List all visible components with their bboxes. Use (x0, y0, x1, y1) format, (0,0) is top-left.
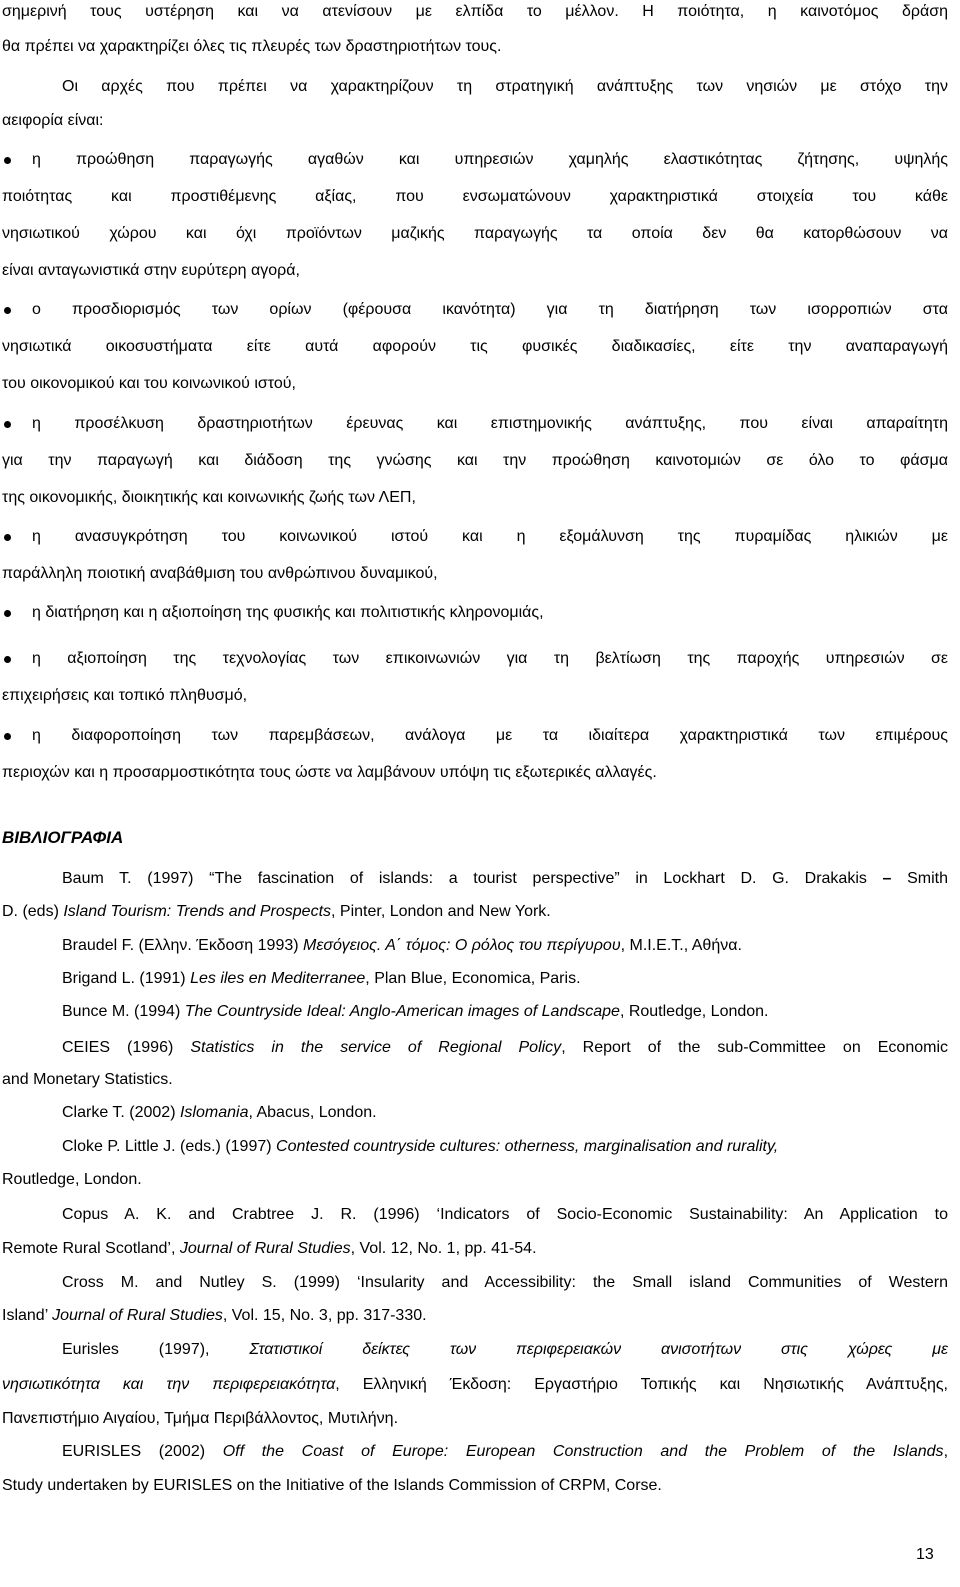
reference-line: Baum T. (1997) “The fascination of islands: a tourist perspective” in Lockhart D. G. Drakakis – Smith (62, 870, 948, 887)
bullet-line: νησιωτικά οικοσυστήματα είτε αυτά αφορούν τις φυσικές διαδικασίες, είτε την αναπαραγωγή (2, 338, 948, 355)
reference-line: Copus A. K. and Crabtree J. R. (1996) ‘Indicators of Socio-Economic Sustainability: An Application to (62, 1206, 948, 1223)
reference-line: Eurisles (1997), Στατιστικοί δείκτες των περιφερειακών ανισοτήτων στις χώρες με (62, 1341, 948, 1358)
reference-line: Braudel F. (Ελλην. Έκδοση 1993) Μεσόγειος. Α΄ τόμος: Ο ρόλος του περίγυρου, Μ.Ι.Ε.Τ., Αθήνα. (62, 937, 742, 954)
bullet-line: περιοχών και η προσαρμοστικότητα τους ώστε να λαμβάνουν υπόψη τις εξωτερικές αλλαγές. (2, 764, 657, 781)
reference-line: EURISLES (2002) Off the Coast of Europe: European Construction and the Problem of the Islands, (62, 1443, 948, 1460)
bullet-icon (4, 307, 11, 314)
intro-line: θα πρέπει να χαρακτηρίζει όλες τις πλευρές των δραστηριοτήτων τους. (2, 38, 502, 55)
bullet-icon (4, 421, 11, 428)
bullet-line: η ανασυγκρότηση του κοινωνικού ιστού και η εξομάλυνση της πυραμίδας ηλικιών με (32, 528, 948, 545)
reference-line: Πανεπιστήμιο Αιγαίου, Τμήμα Περιβάλλοντος, Μυτιλήνη. (2, 1410, 399, 1427)
bullet-line: για την παραγωγή και διάδοση της γνώσης και την προώθηση καινοτομιών σε όλο το φάσμα (2, 452, 948, 469)
intro-line: Οι αρχές που πρέπει να χαρακτηρίζουν τη στρατηγική ανάπτυξης των νησιών με στόχο την (62, 78, 948, 95)
bullet-line: η προσέλκυση δραστηριοτήτων έρευνας και επιστημονικής ανάπτυξης, που είναι απαραίτητη (32, 415, 948, 432)
bibliography-heading: ΒΙΒΛΙΟΓΡΑΦΙΑ (2, 828, 124, 847)
reference-line: and Monetary Statistics. (2, 1071, 173, 1088)
bullet-icon (4, 656, 11, 663)
bullet-line: του οικονομικού και του κοινωνικού ιστού, (2, 375, 296, 392)
bullet-line: η αξιοποίηση της τεχνολογίας των επικοινωνιών για τη βελτίωση της παροχής υπηρεσιών σε (32, 650, 948, 667)
reference-line: Clarke T. (2002) Islomania, Abacus, London. (62, 1104, 377, 1121)
reference-line: Island’ Journal of Rural Studies, Vol. 15, No. 3, pp. 317-330. (2, 1307, 427, 1324)
reference-line: Cloke P. Little J. (eds.) (1997) Contested countryside cultures: otherness, marginalisation and rurality, (62, 1138, 779, 1155)
bullet-icon (4, 610, 11, 617)
bullet-line: ο προσδιορισμός των ορίων (φέρουσα ικανότητα) για τη διατήρηση των ισορροπιών στα (32, 301, 948, 318)
bullet-line: ποιότητας και προστιθέμενης αξίας, που ενσωματώνουν χαρακτηριστικά στοιχεία του κάθε (2, 188, 948, 205)
reference-line: D. (eds) Island Tourism: Trends and Prospects, Pinter, London and New York. (2, 903, 551, 920)
reference-line: Study undertaken by EURISLES on the Initiative of the Islands Commission of CRPM, Corse. (2, 1477, 662, 1494)
bullet-line: η διαφοροποίηση των παρεμβάσεων, ανάλογα με τα ιδιαίτερα χαρακτηριστικά των επιμέρους (32, 727, 948, 744)
bullet-icon (4, 534, 11, 541)
bullet-icon (4, 157, 11, 164)
bullet-line: η διατήρηση και η αξιοποίηση της φυσικής και πολιτιστικής κληρονομιάς, (32, 604, 544, 621)
reference-line: Cross M. and Nutley S. (1999) ‘Insularity and Accessibility: the Small island Communities of Western (62, 1274, 948, 1291)
bullet-line: η προώθηση παραγωγής αγαθών και υπηρεσιών χαμηλής ελαστικότητας ζήτησης, υψηλής (32, 151, 948, 168)
bullet-icon (4, 733, 11, 740)
bullet-line: παράλληλη ποιοτική αναβάθμιση του ανθρώπινου δυναμικού, (2, 565, 438, 582)
bullet-line: νησιωτικού χώρου και όχι προϊόντων μαζικής παραγωγής τα οποία δεν θα κατορθώσουν να (2, 225, 948, 242)
reference-line: Brigand L. (1991) Les iles en Mediterranee, Plan Blue, Economica, Paris. (62, 970, 581, 987)
bullet-line: επιχειρήσεις και τοπικό πληθυσμό, (2, 687, 248, 704)
reference-line: νησιωτικότητα και την περιφερειακότητα, Ελληνική Έκδοση: Εργαστήριο Τοπικής και Νησιωτικής Ανάπτυξης, (2, 1376, 948, 1393)
page-number: 13 (916, 1546, 934, 1563)
bullet-line: είναι ανταγωνιστικά στην ευρύτερη αγορά, (2, 262, 300, 279)
bullet-line: της οικονομικής, διοικητικής και κοινωνικής ζωής των ΛΕΠ, (2, 489, 416, 506)
reference-line: Bunce M. (1994) The Countryside Ideal: Anglo-American images of Landscape, Routledge, London. (62, 1003, 769, 1020)
intro-line: αειφορία είναι: (2, 112, 104, 129)
reference-line: Routledge, London. (2, 1171, 142, 1188)
intro-line: σημερινή τους υστέρηση και να ατενίσουν με ελπίδα το μέλλον. Η ποιότητα, η καινοτόμος δράση (2, 3, 948, 20)
reference-line: CEIES (1996) Statistics in the service of Regional Policy, Report of the sub-Committee on Economic (62, 1039, 948, 1056)
reference-line: Remote Rural Scotland’, Journal of Rural Studies, Vol. 12, No. 1, pp. 41-54. (2, 1240, 537, 1257)
